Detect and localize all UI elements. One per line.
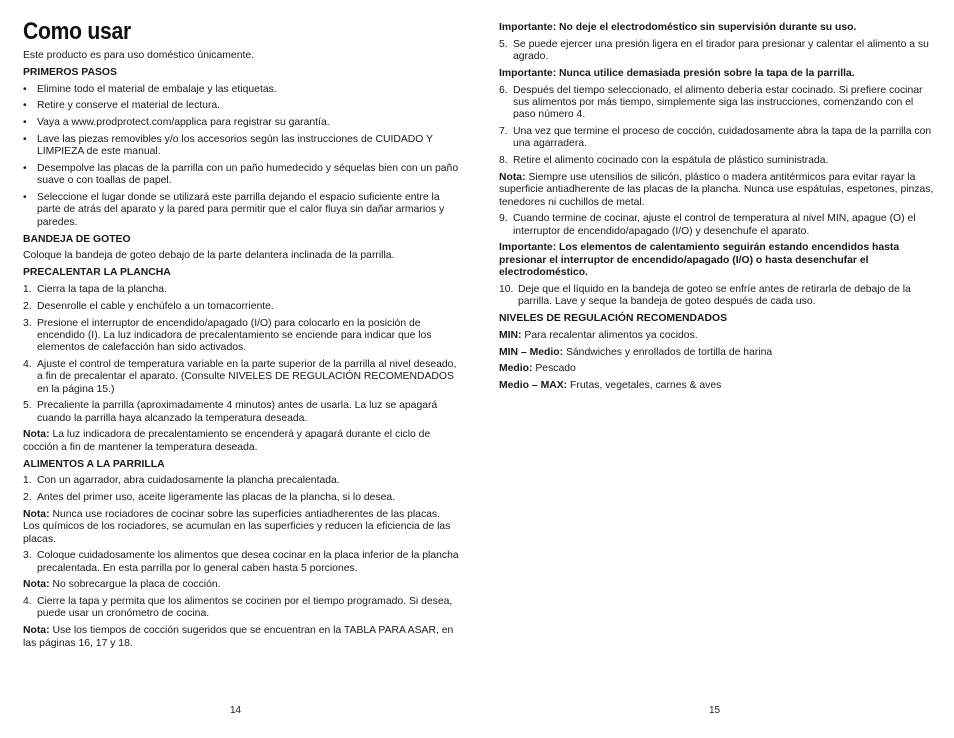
section-heading-primeros-pasos: PRIMEROS PASOS: [23, 66, 117, 78]
bullet-icon: •: [23, 100, 27, 112]
setting-row: MIN: Para recalentar alimentos ya cocidos.: [499, 329, 698, 341]
step-item: 3. Presione el interruptor de encendido/apagado (I/O) para colocarlo en la posición de encendido (I). La luz indicadora de precalentamiento se enciende para indicar que los elementos de calefacción han sido activados.: [23, 317, 432, 354]
page-number-right: 15: [709, 705, 721, 716]
step-item: 2. Desenrolle el cable y enchúfelo a un tomacorriente.: [23, 300, 274, 312]
bullet-item: • Elimine todo el material de embalaje y las etiquetas.: [23, 83, 277, 95]
step-item: 1. Con un agarrador, abra cuidadosamente la plancha precalentada.: [23, 475, 340, 487]
note: Nota: Use los tiempos de cocción sugeridos que se encuentran en la TABLA PARA ASAR, en las páginas 16, 17 y 18.: [23, 625, 454, 649]
intro-text: Este producto es para uso doméstico únicamente.: [23, 50, 255, 61]
bullet-icon: •: [23, 133, 27, 145]
bullet-item: • Vaya a www.prodprotect.com/applica para registrar su garantía.: [23, 117, 330, 129]
note: Nota: Nunca use rociadores de cocinar sobre las superficies antiadherentes de las placas. Los químicos de los rociadores, se acumulan en las superficies y reducen la eficiencia de las placas.: [23, 508, 451, 545]
section-heading-precalentar: PRECALENTAR LA PLANCHA: [23, 267, 171, 279]
step-item: 1. Cierra la tapa de la plancha.: [23, 283, 167, 295]
note: Nota: No sobrecargue la placa de cocción.: [23, 579, 221, 591]
page-title: Como usar: [23, 18, 131, 45]
step-item: 5. Precaliente la parrilla (aproximadamente 4 minutos) antes de usarla. La luz se apagará cuando la parrilla haya alcanzado la temperatura deseada.: [23, 400, 438, 424]
step-item: 9. Cuando termine de cocinar, ajuste el control de temperatura al nivel MIN, apague (O) el interruptor de encendido/apagado (I/O) y desenchufe el aparato.: [499, 213, 916, 237]
bullet-item: • Retire y conserve el material de lectura.: [23, 100, 221, 112]
bullet-icon: •: [23, 163, 27, 175]
step-item: 8. Retire el alimento cocinado con la espátula de plástico suministrada.: [499, 155, 829, 167]
right-page: [499, 22, 935, 397]
bullet-list: [23, 84, 459, 229]
setting-row: MIN – Medio: Sándwiches y enrollados de tortilla de harina: [499, 346, 773, 358]
important-notice: Importante: No deje el electrodoméstico sin supervisión durante su uso.: [499, 22, 857, 33]
step-item: 4. Ajuste el control de temperatura variable en la parte superior de la parrilla al nivel deseado, a fin de precalentar el aparato. (Consulte NIVELES DE REGULACIÓN RECOMENDADOS en la página 15.): [23, 358, 457, 395]
step-item: 10. Deje que el líquido en la bandeja de goteo se enfríe antes de retirarla de debajo de la parrilla. Lave y seque la bandeja de goteo después de cada uso.: [499, 283, 911, 308]
important-notice: Importante: Nunca utilice demasiada presión sobre la tapa de la parrilla.: [499, 67, 855, 79]
section-heading-niveles: NIVELES DE REGULACIÓN RECOMENDADOS: [499, 312, 728, 324]
section-heading-alimentos: ALIMENTOS A LA PARRILLA: [23, 458, 165, 470]
bandeja-text: Coloque la bandeja de goteo debajo de la parte delantera inclinada de la parrilla.: [23, 250, 395, 262]
bullet-icon: •: [23, 83, 27, 95]
step-item: 5. Se puede ejercer una presión ligera en el tirador para presionar y calentar el alimento a su agrado.: [499, 38, 929, 63]
step-item: 6. Después del tiempo seleccionado, el alimento debería estar cocinado. Si prefiere cocinar sus alimentos por más tiempo, simplemente siga las instrucciones, comenzando con el paso número 4.: [499, 84, 923, 121]
bullet-icon: •: [23, 192, 27, 204]
step-item: 7. Una vez que termine el proceso de cocción, cuidadosamente abra la tapa de la parrilla con una agarradera.: [499, 126, 932, 150]
section-heading-bandeja: BANDEJA DE GOTEO: [23, 233, 131, 245]
setting-row: Medio – MAX: Frutas, vegetales, carnes & aves: [499, 380, 722, 392]
bullet-item: • Desempolve las placas de la parrilla con un paño humedecido y séquelas bien con un paño suave o con toallas de papel.: [23, 163, 459, 187]
bullet-item: • Lave las piezas removibles y/o los accesorios según las instrucciones de CUIDADO Y LIMPIEZA de este manual.: [23, 133, 433, 158]
important-notice: Importante: Los elementos de calentamiento seguirán estando encendidos hasta presionar el interruptor de encendido/apagado (I/O) o hasta desenchufar el electrodoméstico.: [499, 242, 900, 279]
page-number-left: 14: [230, 705, 242, 716]
step-item: 2. Antes del primer uso, aceite ligeramente las placas de la plancha, si lo desea.: [23, 492, 396, 504]
left-page: [23, 0, 459, 654]
note: Nota: La luz indicadora de precalentamiento se encenderá y apagará durante el ciclo de cocción a fin de mantener la temperatura deseada.: [23, 429, 431, 453]
step-item: 3. Coloque cuidadosamente los alimentos que desea cocinar en la placa inferior de la plancha precalentada. En esta parrilla por lo general caben hasta 5 porciones.: [23, 550, 459, 574]
bullet-item: • Seleccione el lugar donde se utilizará este parrilla dejando el espacio suficiente entre la parte de atrás del aparato y la pared para permitir que el calor fluya sin dañar armarios y paredes.: [23, 192, 445, 228]
note: Nota: Siempre use utensilios de silicón, plástico o madera antitérmicos para evitar rayar la superficie antiadherente de las placas de la plancha. Nunca use espátulas, espetones, pinzas, tenedores ni cuchillos de metal.: [499, 171, 934, 208]
bullet-icon: •: [23, 117, 27, 129]
setting-row: Medio: Pescado: [499, 363, 576, 375]
step-item: 4. Cierre la tapa y permita que los alimentos se cocinen por el tiempo programado. Si desea, puede usar un cronómetro de cocina.: [23, 596, 453, 620]
